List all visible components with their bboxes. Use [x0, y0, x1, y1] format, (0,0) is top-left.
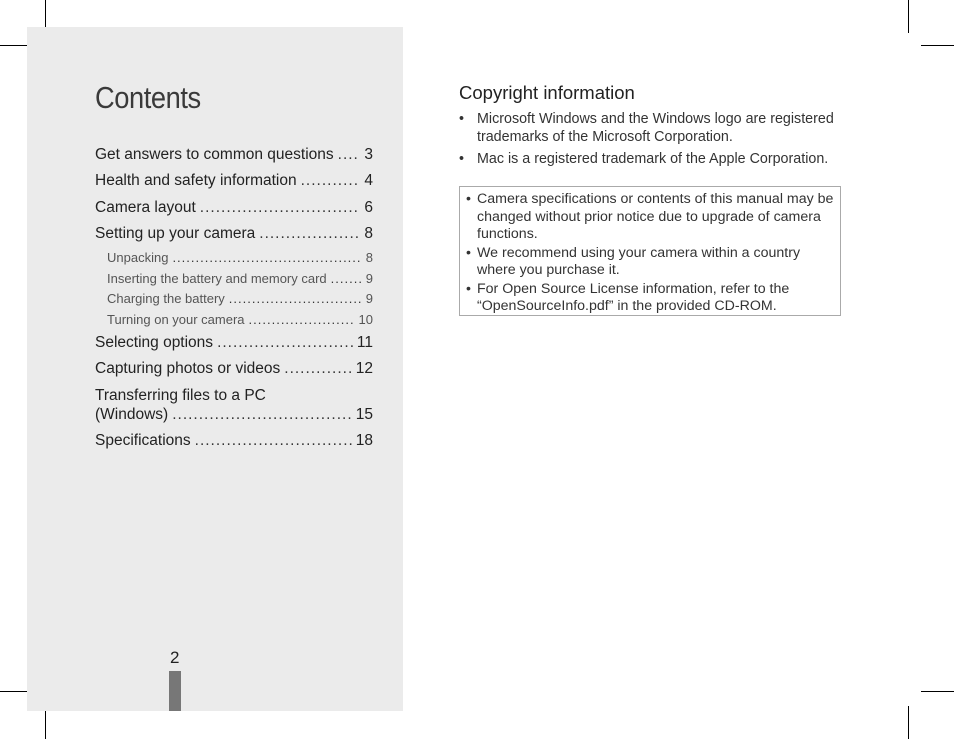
toc-entry-page: 12 [355, 360, 373, 377]
toc-entry-title-line2: (Windows) [95, 406, 169, 423]
toc-entry-page: 11 [356, 334, 373, 351]
crop-mark [908, 706, 909, 739]
page-tab-marker [169, 671, 181, 711]
notice-text: Camera specifications or contents of this manual may be changed without prior notice due to upgrade of camera functions. [477, 191, 834, 242]
copyright-text: Microsoft Windows and the Windows logo are registered trademarks of the Microsoft Corporation. [477, 111, 834, 145]
bullet: • [466, 191, 471, 207]
bullet: • [459, 111, 465, 127]
toc-entry-title: Camera layout [95, 199, 196, 216]
toc-subentry[interactable] [107, 312, 373, 327]
toc-entry-page: 4 [364, 172, 373, 189]
toc-entry-title: Unpacking [107, 250, 169, 265]
bullet: • [459, 151, 465, 167]
copyright-text: Mac is a registered trademark of the Apple Corporation. [477, 151, 829, 167]
copyright-list [459, 110, 849, 172]
toc-entry-page: 8 [365, 250, 373, 265]
list-item [466, 191, 834, 244]
toc-entry-title: Health and safety information [95, 172, 297, 189]
toc-leader [195, 432, 352, 450]
toc-subentry[interactable] [107, 291, 373, 306]
toc-entry-page: 10 [358, 312, 373, 327]
list-item [459, 150, 849, 168]
toc-leader [331, 271, 362, 286]
toc-entry-title: Selecting options [95, 334, 214, 351]
toc-entry[interactable] [95, 172, 373, 190]
list-item [466, 281, 834, 316]
notice-text: We recommend using your camera within a country where you purchase it. [477, 244, 801, 278]
page-number: 2 [170, 648, 180, 667]
list-item [466, 245, 834, 280]
toc-leader [284, 360, 351, 378]
toc-entry[interactable] [95, 334, 373, 352]
toc-entry-title: Get answers to common questions [95, 146, 334, 163]
toc-entry[interactable] [95, 199, 373, 217]
toc-entry-page: 9 [365, 291, 373, 306]
toc-entry[interactable] [95, 387, 373, 424]
list-item [459, 110, 849, 146]
toc-entry-page: 9 [365, 271, 373, 286]
toc-entry-title: Setting up your camera [95, 225, 256, 242]
toc-entry[interactable] [95, 360, 373, 378]
toc-entry-title: Specifications [95, 432, 191, 449]
contents-title: Contents [95, 80, 201, 115]
toc-leader [229, 291, 362, 306]
toc-entry-page: 3 [364, 146, 373, 163]
crop-mark [908, 0, 909, 33]
toc-entry[interactable] [95, 225, 373, 243]
toc-entry-title-line1: Transferring files to a PC [95, 387, 266, 404]
toc-entry-page: 6 [364, 199, 373, 216]
toc-leader [259, 225, 360, 243]
notice-box [459, 186, 841, 316]
toc-entry-title: Turning on your camera [107, 312, 245, 327]
notice-text: For Open Source License information, refer to the “OpenSourceInfo.pdf” in the provided CD-ROM. [477, 280, 790, 314]
crop-mark [921, 691, 954, 692]
toc-leader [200, 199, 361, 217]
toc-leader [301, 172, 361, 190]
toc-entry-page: 15 [355, 406, 373, 423]
toc-entry[interactable] [95, 146, 373, 164]
toc-entry-title: Charging the battery [107, 291, 225, 306]
toc-entry[interactable] [95, 432, 373, 450]
toc-entry-page: 18 [355, 432, 373, 449]
toc-leader [172, 250, 361, 265]
bullet: • [466, 244, 471, 261]
toc-leader [249, 312, 355, 327]
toc-leader [172, 406, 352, 424]
toc-leader [217, 334, 353, 352]
crop-mark [921, 45, 954, 46]
copyright-heading: Copyright information [459, 82, 635, 103]
toc-entry-title: Capturing photos or videos [95, 360, 281, 377]
bullet: • [466, 280, 471, 297]
toc-entry-title: Inserting the battery and memory card [107, 271, 327, 286]
toc-entry-page: 8 [364, 225, 373, 242]
toc-subentry[interactable] [107, 250, 373, 265]
toc-leader [338, 146, 361, 164]
toc-subentry[interactable] [107, 271, 373, 286]
